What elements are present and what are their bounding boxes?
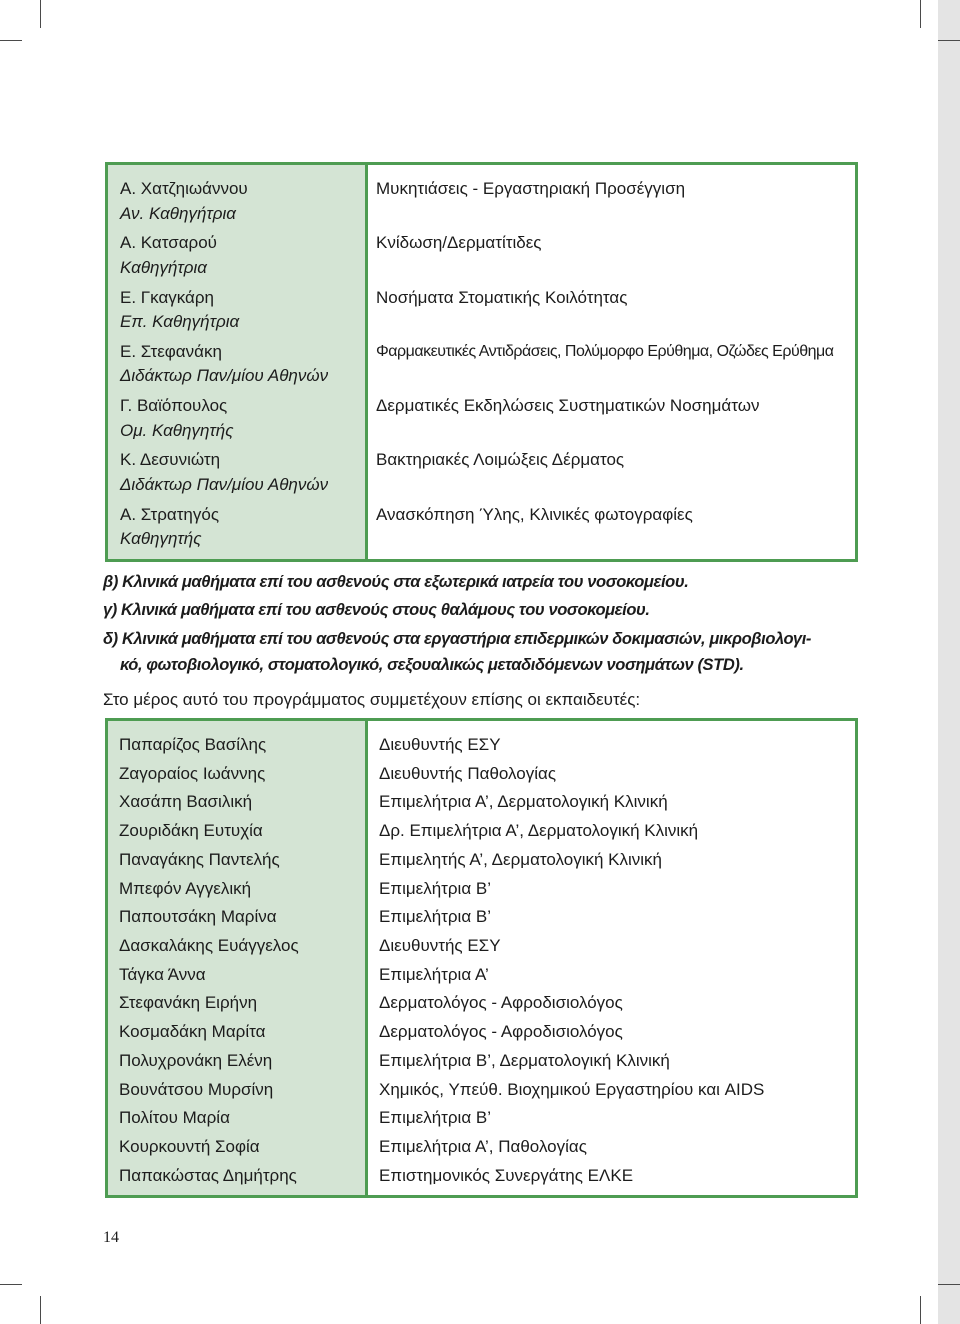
educator-name: Παπακώστας Δημήτρης [119, 1165, 297, 1185]
educators-intro: Στο μέρος αυτό του προγράμματος συμμετέχουν επίσης οι εκπαιδευτές: [103, 690, 641, 709]
lecture-topic: Ανασκόπηση Ύλης, Κλινικές φωτογραφίες [376, 504, 693, 524]
topic-cell [368, 340, 855, 394]
instructor-title: Αν. Καθηγήτρια [120, 203, 236, 223]
lesson-item-d-line: κό, φωτοβιολογικό, στοματολογικό, σεξουαλικώς μεταδιδόμενων νοσημάτων (STD). [120, 656, 744, 674]
educator-name: Βουνάτσου Μυρσίνη [119, 1079, 274, 1099]
lecture-topic: Φαρμακευτικές Αντιδράσεις, Πολύμορφο Ερύθημα, Οζώδες Ερύθημα [376, 342, 834, 360]
topic-cell [368, 503, 855, 557]
educator-position: Επιστημονικός Συνεργάτης ΕΛΚΕ [379, 1165, 634, 1185]
topic-cell [368, 448, 855, 502]
educator-position: Επιμελήτρια Α’, Δερματολογική Κλινική [379, 792, 668, 812]
instructor-cell [108, 231, 368, 285]
educator-name: Μπεφόν Αγγελική [119, 878, 252, 898]
instructor-name: Ε. Γκαγκάρη [120, 287, 215, 307]
page-number: 14 [103, 1229, 119, 1246]
instructor-name: Α. Κατσαρού [120, 233, 217, 253]
educator-name: Δασκαλάκης Ευάγγελος [119, 936, 299, 956]
crop-mark [920, 1296, 921, 1324]
topic-cell [368, 177, 855, 231]
crop-mark [920, 0, 921, 28]
instructor-name: Ε. Στεφανάκη [120, 341, 222, 361]
lesson-item-b: β) Κλινικά μαθήματα επί του ασθενούς στα εξωτερικά ιατρεία του νοσοκομείου. [103, 573, 689, 591]
lecture-topic: Μυκητιάσεις - Εργαστηριακή Προσέγγιση [376, 179, 686, 198]
topic-cell [368, 286, 855, 340]
lecture-topic: Δερματικές Εκδηλώσεις Συστηματικών Νοσημάτων [376, 396, 760, 416]
educator-position: Διευθυντής ΕΣΥ [379, 735, 501, 754]
instructor-title: Διδάκτωρ Παν/μίου Αθηνών [120, 474, 329, 494]
instructor-title: Διδάκτωρ Παν/μίου Αθηνών [120, 366, 329, 386]
instructor-cell [108, 448, 368, 502]
crop-mark [938, 1284, 960, 1285]
educator-name: Ζουριδάκη Ευτυχία [119, 821, 263, 841]
educator-name: Στεφανάκη Ειρήνη [119, 993, 258, 1013]
educator-name: Κουρκουντή Σοφία [119, 1137, 260, 1157]
educator-name: Παναγάκης Παντελής [119, 849, 280, 869]
instructor-title: Επ. Καθηγήτρια [120, 312, 240, 332]
educator-position: Δερματολόγος - Αφροδισιολόγος [379, 993, 623, 1013]
educator-position: Επιμελήτρια Α’ [379, 964, 489, 984]
lecture-topic: Κνίδωση/Δερματίτιδες [376, 233, 542, 253]
lecture-topic: Νοσήματα Στοματικής Κοιλότητας [376, 287, 628, 307]
educator-position: Διευθυντής ΕΣΥ [379, 936, 501, 956]
educator-position: Χημικός, Υπεύθ. Βιοχημικού Εργαστηρίου και AIDS [379, 1079, 765, 1099]
clinical-lessons-text [103, 568, 903, 714]
educator-position: Επιμελήτρια Β’ [379, 1108, 492, 1128]
instructor-topic-table [105, 162, 858, 562]
instructor-title: Καθηγήτρια [120, 257, 207, 277]
educator-name: Πολίτου Μαρία [119, 1108, 230, 1128]
instructor-name: Γ. Βαϊόπουλος [120, 396, 228, 416]
instructor-cell [108, 394, 368, 448]
crop-mark [0, 1284, 22, 1285]
crop-mark [40, 1296, 41, 1324]
crop-mark [0, 40, 22, 41]
educator-position: Διευθυντής Παθολογίας [379, 763, 557, 783]
educator-position: Επιμελήτρια Β’, Δερματολογική Κλινική [379, 1050, 670, 1070]
educator-name: Πολυχρονάκη Ελένη [119, 1050, 273, 1070]
educator-position: Επιμελήτρια Β’ [379, 878, 492, 898]
educator-position: Επιμελήτρια Β’ [379, 907, 492, 927]
instructor-title: Ομ. Καθηγητής [120, 420, 234, 440]
topic-cell [368, 231, 855, 285]
crop-mark [40, 0, 41, 28]
crop-mark [938, 40, 960, 41]
instructor-cell [108, 177, 368, 231]
educator-name: Παπουτσάκη Μαρίνα [119, 907, 277, 927]
instructor-title: Καθηγητής [120, 529, 202, 549]
instructor-name: Α. Στρατηγός [120, 504, 220, 524]
topic-cell [368, 394, 855, 448]
page-edge-strip [938, 0, 960, 1324]
educator-name: Χασάπη Βασιλική [119, 792, 253, 812]
instructor-name: Κ. Δεσυνιώτη [120, 450, 221, 470]
educator-position: Επιμελήτρια Α’, Παθολογίας [379, 1137, 587, 1157]
lesson-item-d [103, 626, 903, 678]
educator-name: Τάγκα Άννα [119, 964, 206, 984]
educator-position: Δρ. Επιμελήτρια Α’, Δερματολογική Κλινική [379, 821, 699, 841]
instructor-cell [108, 340, 368, 394]
educator-name: Παπαρίζος Βασίλης [119, 735, 267, 754]
educator-position: Επιμελητής Α’, Δερματολογική Κλινική [379, 849, 663, 869]
lesson-item-c: γ) Κλινικά μαθήματα επί του ασθενούς στους θαλάμους του νοσοκομείου. [103, 601, 650, 619]
instructor-cell [108, 286, 368, 340]
educator-position: Δερματολόγος - Αφροδισιολόγος [379, 1022, 623, 1042]
instructor-cell [108, 503, 368, 557]
educators-table [105, 718, 858, 1198]
educator-name: Ζαγοραίος Ιωάννης [119, 763, 266, 783]
lesson-item-d-line: δ) Κλινικά μαθήματα επί του ασθενούς στα εργαστήρια επιδερμικών δοκιμασιών, μικροβιολογι- [103, 630, 811, 648]
educator-name: Κοσμαδάκη Μαρίτα [119, 1022, 266, 1042]
lecture-topic: Βακτηριακές Λοιμώξεις Δέρματος [376, 450, 625, 470]
instructor-name: Α. Χατζηιωάννου [120, 179, 248, 198]
